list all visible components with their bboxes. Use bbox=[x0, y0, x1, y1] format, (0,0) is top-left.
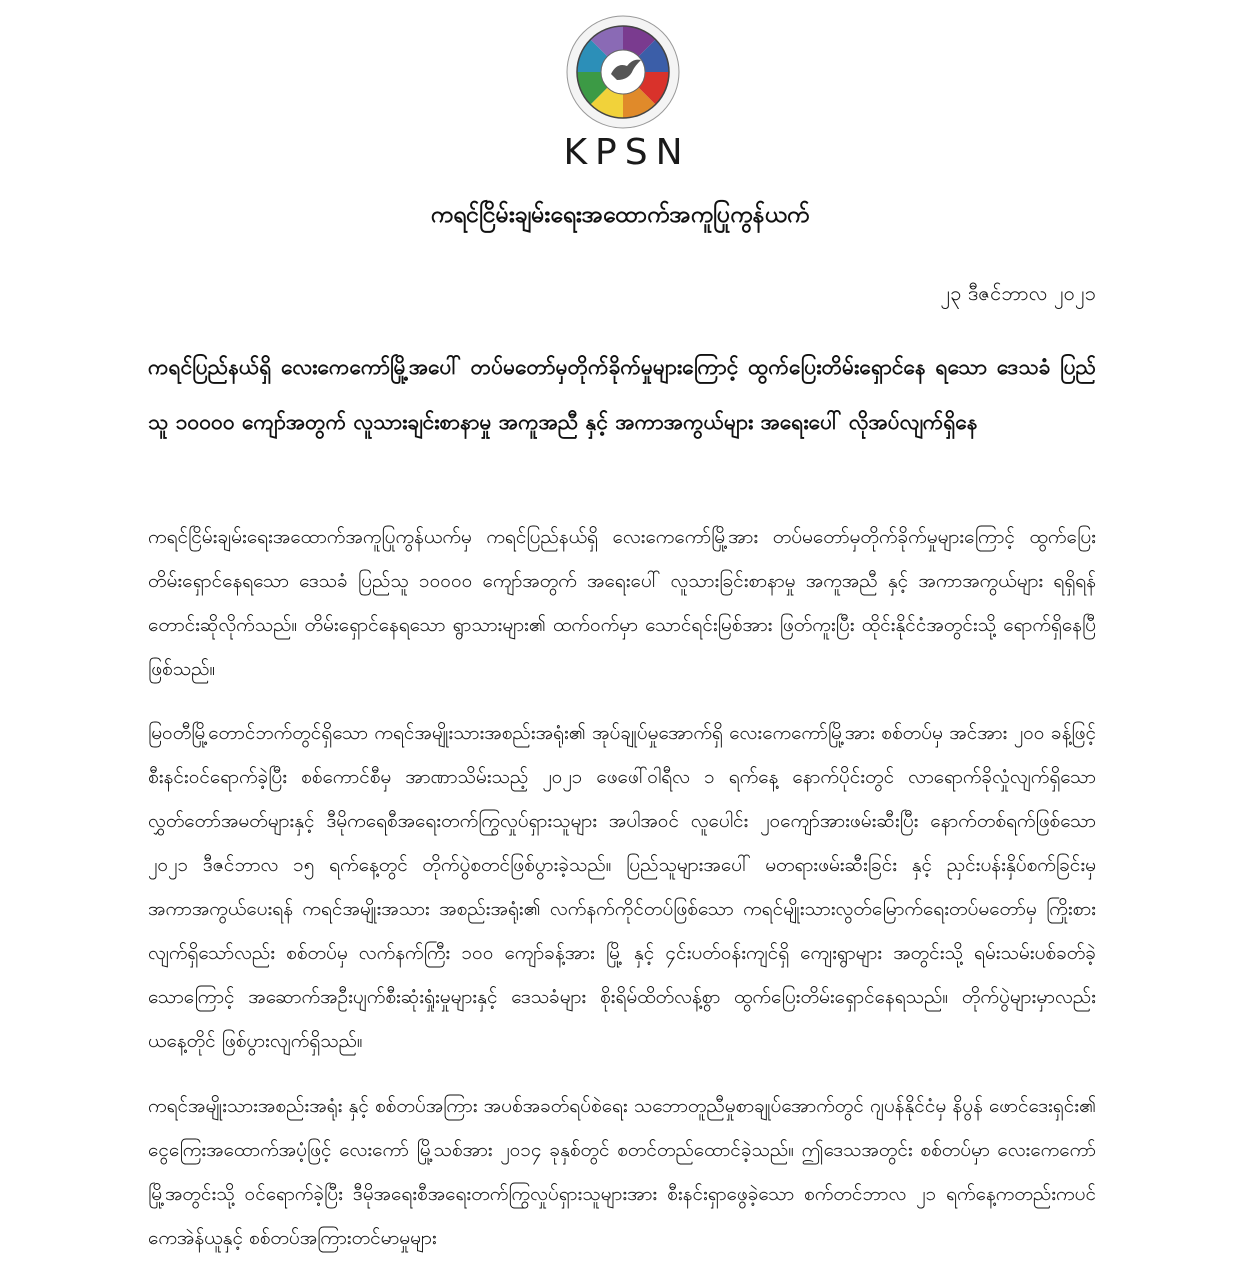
organization-title: ကရင်ငြိမ်းချမ်းရေးအထောက်အကူပြုကွန်ယက် bbox=[430, 202, 810, 228]
body-paragraph-3: ကရင်အမျိုးသားအစည်းအရုံး နှင့် စစ်တပ်အကြား အပစ်အခတ်ရပ်စဲရေး သဘောတူညီမှုစာချုပ်အောက်တွင် ဂျပန်နိုင်ငံမှ နိပွန် ဖောင်ဒေးရှင်း၏ ငွေကြေးအထောက်အပံ့ဖြင့် လေးကော် မြို့သစ်အား ၂၀၁၄ ခုနှစ်တွင် စတင်တည်ထောင်ခဲ့သည်။ ဤဒေသအတွင်း စစ်တပ်မှာ လေးကေကော်မြို့အတွင်းသို့ ဝင်ရောက်ခဲ့ပြီး ဒီမိုအရေးစီအရေးတက်ကြွလှုပ်ရှားသူများအား စီးနင်းရှာဖွေခဲ့သော စက်တင်ဘာလ ၂၁ ရက်နေ့ကတည်းကပင် ကေအဲန်ယူနှင့် စစ်တပ်အကြားတင်မာမှုများ bbox=[148, 1095, 1096, 1249]
logo-acronym: KPSN bbox=[563, 132, 691, 173]
document-date: ၂၃ ဒီဇင်ဘာလ ၂၀၂၁ bbox=[940, 281, 1096, 305]
body-paragraph-2: မြဝတီမြို့တောင်ဘက်တွင်ရှိသော ကရင်အမျိုးသားအစည်းအရုံး၏ အုပ်ချုပ်မှုအောက်ရှိ လေးကေကော်မြို့အား စစ်တပ်မှ အင်အား ၂၀၀ ခန့်ဖြင့်စီးနင်းဝင်ရောက်ခဲ့ပြီး စစ်ကောင်စီမှ အာဏာသိမ်းသည့် ၂၀၂၁ ဖေဖေါ်ဝါရီလ ၁ ရက်နေ့ နောက်ပိုင်းတွင် လာရောက်ခိုလှုံလျက်ရှိသော လွှတ်တော်အမတ်များနှင့် ဒီမိုကရေစီအရေးတက်ကြွလှုပ်ရှားသူများ အပါအဝင် လူပေါင်း ၂၀ကျော်အားဖမ်းဆီးပြီး နောက်တစ်ရက်ဖြစ်သော ၂၀၂၁ ဒီဇင်ဘာလ ၁၅ ရက်နေ့တွင် တိုက်ပွဲစတင်ဖြစ်ပွားခဲ့သည်။ ပြည်သူများအပေါ် မတရားဖမ်းဆီးခြင်း နှင့် ညှင်းပန်းနှိပ်စက်ခြင်းမှ အကာအကွယ်ပေးရန် ကရင်အမျိုးအသား အစည်းအရုံး၏ လက်နက်ကိုင်တပ်ဖြစ်သော ကရင်မျိုးသားလွတ်မြောက်ရေးတပ်မတော်မှ ကြိုးစားလျက်ရှိသော်လည်း စစ်တပ်မှ လက်နက်ကြီး ၁၀၀ ကျော်ခန့်အား မြို့ နှင့် ၄င်းပတ်ဝန်းကျင်ရှိ ကျေးရွာများ အတွင်းသို့ ရမ်းသမ်းပစ်ခတ်ခဲ့သောကြောင့် အဆောက်အဦးပျက်စီးဆုံးရှုံးမှုများနှင့် ဒေသခံများ စိုးရိမ်ထိတ်လန့်စွာ ထွက်ပြေးတိမ်းရှောင်နေရသည်။ တိုက်ပွဲများမှာလည်း ယနေ့တိုင် ဖြစ်ပွားလျက်ရှိသည်။ bbox=[148, 722, 1096, 1052]
dove-peace-wheel-icon bbox=[557, 14, 689, 130]
body-paragraph-1: ကရင်ငြိမ်းချမ်းရေးအထောက်အကူပြုကွန်ယက်မှ ကရင်ပြည်နယ်ရှိ လေးကေကော်မြို့အား တပ်မတော်မှတိုက်ခိုက်မှုများကြောင့် ထွက်ပြေးတိမ်းရှောင်နေရသော ဒေသခံ ပြည်သူ ၁၀၀၀၀ ကျော်အတွက် အရေးပေါ် လူသားခြင်းစာနာမှု အကူအညီ နှင့် အကာအကွယ်များ ရရှိရန် တောင်းဆိုလိုက်သည်။ တိမ်းရှောင်နေရသော ရွာသားများ၏ ထက်ဝက်မှာ သောင်ရင်းမြစ်အား ဖြတ်ကူးပြီး ထိုင်းနိုင်ငံအတွင်းသို့ ရောက်ရှိနေပြီဖြစ်သည်။ bbox=[148, 526, 1096, 680]
statement-headline: ကရင်ပြည်နယ်ရှိ လေးကေကော်မြို့အပေါ် တပ်မတော်မှတိုက်ခိုက်မှုများကြောင့် ထွက်ပြေးတိမ်းရှောင်နေ ရသော ဒေသခံ ပြည်သူ ၁၀၀၀၀ ကျော်အတွက် လူသားချင်းစာနာမှု အကူအညီ နှင့် အကာအကွယ်များ အရေးပေါ် လိုအပ်လျက်ရှိနေ bbox=[148, 355, 1096, 434]
kpsn-logo bbox=[548, 14, 698, 174]
